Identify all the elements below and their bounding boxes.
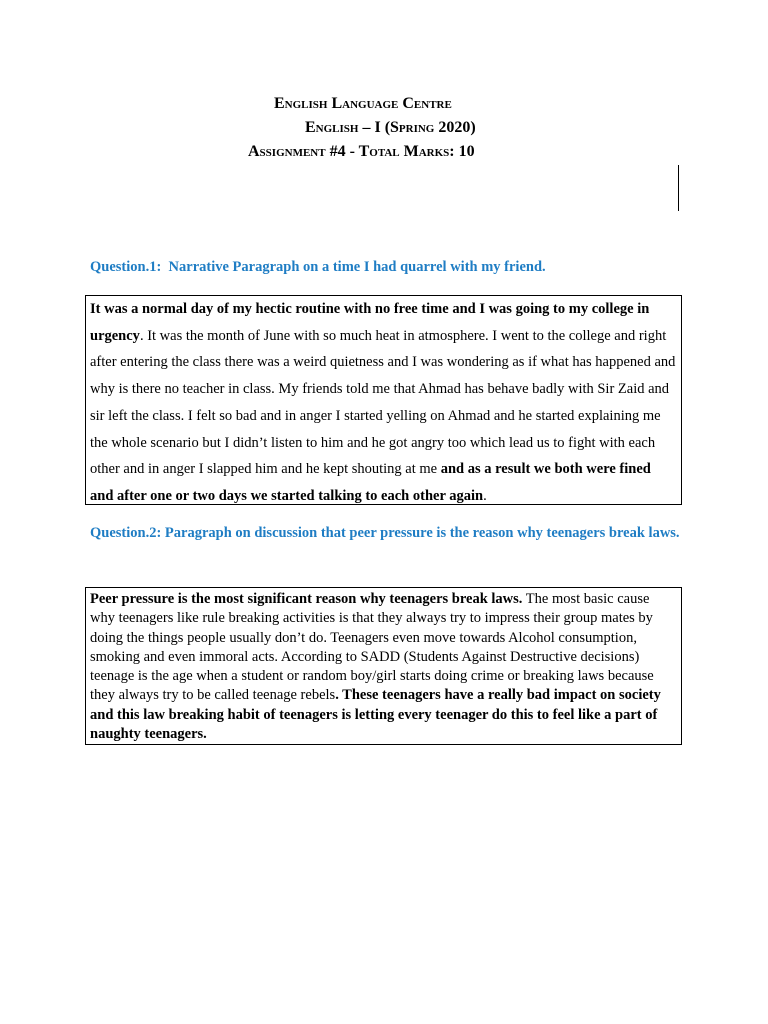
question-2-heading: Question.2: Paragraph on discussion that peer pressure is the reason why teenagers break laws.	[90, 525, 680, 541]
assignment-title: Assignment #4 - Total Marks: 10	[248, 143, 475, 160]
document-title: English Language Centre	[274, 95, 452, 112]
answer-2-paragraph	[90, 590, 677, 744]
answer-1-bold-end: and as a result we both were fined and after one or two days we started talking to each other again	[90, 461, 651, 504]
course-title: English – I (Spring 2020)	[305, 119, 476, 136]
answer-1-end: .	[483, 487, 487, 504]
answer-2-bold-end: . These teenagers have a really bad impact on society and this law breaking habit of teenagers is letting every teenager do this to feel like a part of naughty teenagers.	[90, 687, 661, 743]
answer-2-box	[85, 587, 682, 745]
vertical-rule	[678, 165, 679, 211]
question-1-heading: Question.1: Narrative Paragraph on a time I had quarrel with my friend.	[90, 259, 546, 275]
answer-2-body: The most basic cause why teenagers like rule breaking activities is that they always try to impress their group mates by doing the things people usually don’t do. Teenagers even move towards Alcohol consumption, smoking and even immoral acts. According to SADD (Students Against Destructive decisions) teenage is the age when a student or random boy/girl starts doing crime or breaking laws because they always try to be called teenage rebels	[90, 591, 654, 704]
answer-1-bold-start: It was a normal day of my hectic routine with no free time and I was going to my college in urgency	[90, 301, 650, 344]
answer-1-paragraph	[90, 296, 677, 510]
answer-1-body: . It was the month of June with so much heat in atmosphere. I went to the college and right after entering the class there was a weird quietness and I was wondering as if what has happened and why is there no teacher in class. My friends told me that Ahmad has behave badly with Sir Zaid and sir left the class. I felt so bad and in anger I started yelling on Ahmad and he started explaining me the whole scenario but I didn’t listen to him and he got angry too which lead us to fight with each other and in anger I slapped him and he kept shouting at me	[90, 327, 676, 478]
answer-1-box	[85, 295, 682, 505]
answer-2-bold-start: Peer pressure is the most significant reason why teenagers break laws.	[90, 591, 523, 607]
